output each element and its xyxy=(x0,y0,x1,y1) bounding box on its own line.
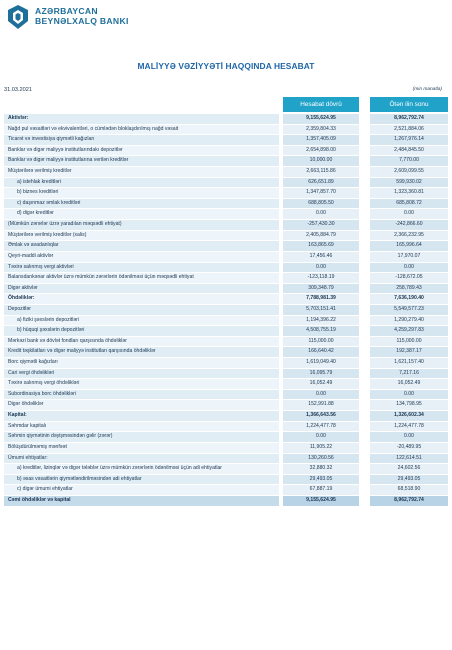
row-label: Müştərilərə verilmiş kreditlər xyxy=(4,167,279,178)
row-spacer xyxy=(359,209,370,220)
row-spacer xyxy=(359,389,370,400)
table-row xyxy=(4,495,448,506)
balance-sheet-table xyxy=(4,114,448,507)
row-value-current: 4,508,755.19 xyxy=(283,326,359,337)
row-spacer xyxy=(359,368,370,379)
row-value-current: 17,456.46 xyxy=(283,251,359,262)
row-value-previous: 2,521,884.06 xyxy=(370,124,448,135)
table-row xyxy=(4,432,448,443)
table-row xyxy=(4,283,448,294)
table-row xyxy=(4,358,448,369)
balance-sheet-rows xyxy=(4,114,448,506)
table-row xyxy=(4,315,448,326)
row-value-previous: 5,549,577.23 xyxy=(370,304,448,315)
row-value-previous: 0.00 xyxy=(370,432,448,443)
row-spacer xyxy=(359,326,370,337)
row-label: Banklar və digər maliyyə institutlarındakı depozitlər xyxy=(4,145,279,156)
table-row xyxy=(4,485,448,496)
row-spacer xyxy=(359,347,370,358)
row-value-current: 1,366,643.56 xyxy=(283,411,359,422)
row-spacer xyxy=(359,188,370,199)
row-value-current: 9,155,624.95 xyxy=(283,114,359,124)
row-label: Subordinasiya borc öhdəlikləri xyxy=(4,389,279,400)
table-row xyxy=(4,145,448,156)
row-value-previous: 7,636,190.40 xyxy=(370,294,448,305)
row-value-previous: 29,493.05 xyxy=(370,474,448,485)
row-value-current: 626,651.89 xyxy=(283,177,359,188)
row-label: Öhdəliklər: xyxy=(4,294,279,305)
row-label: Əmlak və avadanlıqlar xyxy=(4,241,279,252)
row-value-current: 130,260.56 xyxy=(283,453,359,464)
table-row xyxy=(4,198,448,209)
table-row xyxy=(4,389,448,400)
row-value-current: 1,357,405.09 xyxy=(283,135,359,146)
table-row xyxy=(4,400,448,411)
table-row xyxy=(4,262,448,273)
row-spacer xyxy=(359,114,370,124)
row-label: Səhmdar kapitalı xyxy=(4,421,279,432)
table-row xyxy=(4,336,448,347)
row-label: Cəmi öhdəliklər və kapital xyxy=(4,495,279,506)
row-spacer xyxy=(359,485,370,496)
row-label: Ümumi ehtiyatlar: xyxy=(4,453,279,464)
row-value-current: 16,052.49 xyxy=(283,379,359,390)
row-label: Borc qiymətli kağızları xyxy=(4,358,279,369)
row-value-current: 9,155,624.95 xyxy=(283,495,359,506)
row-label: d) digər kreditlər xyxy=(4,209,279,220)
row-value-previous: 1,621,157.40 xyxy=(370,358,448,369)
row-spacer xyxy=(359,411,370,422)
report-date: 31.03.2021 xyxy=(4,87,32,93)
table-row xyxy=(4,421,448,432)
report-title: MALİYYƏ VƏZİYYƏTİ HAQQINDA HESABAT xyxy=(137,61,315,71)
column-header-current: Hesabat dövrü xyxy=(283,97,359,112)
row-value-current: 2,654,898.00 xyxy=(283,145,359,156)
row-value-current: 7,788,981.39 xyxy=(283,294,359,305)
row-value-previous: 0.00 xyxy=(370,209,448,220)
table-row xyxy=(4,241,448,252)
row-label: Depozitlər xyxy=(4,304,279,315)
row-value-current: 16,095.79 xyxy=(283,368,359,379)
row-value-current: 115,000.00 xyxy=(283,336,359,347)
table-row xyxy=(4,251,448,262)
row-value-current: 1,194,396.22 xyxy=(283,315,359,326)
row-spacer xyxy=(359,379,370,390)
row-value-previous: 122,614.51 xyxy=(370,453,448,464)
row-value-current: -123,118.19 xyxy=(283,273,359,284)
row-label: Cari vergi öhdəlikləri xyxy=(4,368,279,379)
row-value-current: 0.00 xyxy=(283,262,359,273)
row-spacer xyxy=(359,251,370,262)
row-spacer xyxy=(359,230,370,241)
row-label: a) istehlak kreditləri xyxy=(4,177,279,188)
row-label: Ticarət və investisiya qiymətli kağızları xyxy=(4,135,279,146)
row-value-previous: 8,962,792.74 xyxy=(370,495,448,506)
row-label: a) kreditlər, lizinqlər və digər tələblər üzrə mümkün zərərlərin ödənilməsi üçün adi ehtiyatlar xyxy=(4,464,279,475)
row-value-previous: 0.00 xyxy=(370,262,448,273)
row-label: Digər aktivlər xyxy=(4,283,279,294)
row-spacer xyxy=(359,400,370,411)
table-row xyxy=(4,124,448,135)
table-row xyxy=(4,368,448,379)
row-value-current: 29,493.05 xyxy=(283,474,359,485)
row-spacer xyxy=(359,177,370,188)
row-value-previous: -128,672.05 xyxy=(370,273,448,284)
row-label: Bölüşdürülməmiş mənfəət xyxy=(4,442,279,453)
row-value-current: 10,000.00 xyxy=(283,156,359,167)
row-value-previous: 7,770.00 xyxy=(370,156,448,167)
row-value-previous: 8,962,792.74 xyxy=(370,114,448,124)
row-value-previous: 24,602.56 xyxy=(370,464,448,475)
row-value-current: 166,640.42 xyxy=(283,347,359,358)
table-row xyxy=(4,474,448,485)
row-spacer xyxy=(359,421,370,432)
row-value-previous: 1,326,602.34 xyxy=(370,411,448,422)
row-value-previous: 7,217.16 xyxy=(370,368,448,379)
row-label: Aktivlər: xyxy=(4,114,279,124)
row-spacer xyxy=(359,464,370,475)
row-value-previous: 192,387.17 xyxy=(370,347,448,358)
row-value-current: 0.00 xyxy=(283,389,359,400)
row-spacer xyxy=(359,315,370,326)
row-label: Nağd pul vəsaitləri və ekvivalentləri, o cümlədən bloklaşdırılmış nağd vəsait xyxy=(4,124,279,135)
bank-name xyxy=(35,6,129,26)
row-label: Digər öhdəliklər xyxy=(4,400,279,411)
row-value-current: 1,347,857.70 xyxy=(283,188,359,199)
table-row xyxy=(4,156,448,167)
row-spacer xyxy=(359,336,370,347)
row-spacer xyxy=(359,442,370,453)
bank-logo xyxy=(6,4,156,30)
row-spacer xyxy=(359,241,370,252)
bank-logo-icon xyxy=(6,4,30,30)
row-spacer xyxy=(359,167,370,178)
row-label: c) digər ümumi ehtiyatlar xyxy=(4,485,279,496)
row-value-previous: 4,259,297.83 xyxy=(370,326,448,337)
row-value-current: 2,663,115.86 xyxy=(283,167,359,178)
row-value-current: 163,865.69 xyxy=(283,241,359,252)
bank-name-line1: AZƏRBAYCAN xyxy=(35,6,98,16)
row-spacer xyxy=(359,262,370,273)
row-value-current: 11,905.22 xyxy=(283,442,359,453)
table-row xyxy=(4,294,448,305)
row-label: Qeyri-maddi aktivlər xyxy=(4,251,279,262)
row-label: c) daşınmaz əmlak kreditləri xyxy=(4,198,279,209)
row-value-current: 1,619,049.40 xyxy=(283,358,359,369)
table-row xyxy=(4,304,448,315)
row-value-previous: 115,000.00 xyxy=(370,336,448,347)
table-row xyxy=(4,379,448,390)
row-value-previous: 258,789.43 xyxy=(370,283,448,294)
table-row xyxy=(4,464,448,475)
row-value-previous: 2,609,099.55 xyxy=(370,167,448,178)
row-value-previous: 2,484,845.50 xyxy=(370,145,448,156)
table-row xyxy=(4,167,448,178)
table-row xyxy=(4,442,448,453)
row-spacer xyxy=(359,294,370,305)
row-spacer xyxy=(359,145,370,156)
row-label: b) hüquqi şəxslərin depozitləri xyxy=(4,326,279,337)
row-value-current: 0.00 xyxy=(283,432,359,443)
row-value-previous: 134,798.95 xyxy=(370,400,448,411)
row-spacer xyxy=(359,358,370,369)
row-spacer xyxy=(359,453,370,464)
row-value-previous: -242,866.60 xyxy=(370,220,448,231)
row-spacer xyxy=(359,135,370,146)
row-value-current: 2,359,804.33 xyxy=(283,124,359,135)
row-value-previous: -20,489.95 xyxy=(370,442,448,453)
row-spacer xyxy=(359,124,370,135)
row-label: (Mümkün zərərlər üzrə yaradılan məqsədli ehtiyat) xyxy=(4,220,279,231)
row-label: a) fiziki şəxslərin depozitləri xyxy=(4,315,279,326)
row-value-current: 1,224,477.78 xyxy=(283,421,359,432)
table-row xyxy=(4,453,448,464)
row-spacer xyxy=(359,283,370,294)
row-value-current: 2,405,884.79 xyxy=(283,230,359,241)
row-label: Balansdankənar aktivlər üzrə mümkün zərərlərin ödənilməsi üçün məqsədli ehtiyat xyxy=(4,273,279,284)
row-label: Mərkəzi bank və dövlət fondları qarşısında öhdəliklər xyxy=(4,336,279,347)
row-label: Təxirə salınmış vergi aktivləri xyxy=(4,262,279,273)
row-label: Müştərilərə verilmiş kreditlər (xalis) xyxy=(4,230,279,241)
row-value-previous: 68,518.90 xyxy=(370,485,448,496)
table-row xyxy=(4,347,448,358)
row-value-previous: 599,930.02 xyxy=(370,177,448,188)
row-value-previous: 1,290,279.40 xyxy=(370,315,448,326)
row-spacer xyxy=(359,432,370,443)
row-label: Banklar və digər maliyyə institutlarına verilən kreditlər xyxy=(4,156,279,167)
report-unit: (min manatla) xyxy=(412,87,442,92)
row-value-current: 309,348.79 xyxy=(283,283,359,294)
row-value-previous: 1,224,477.78 xyxy=(370,421,448,432)
row-value-previous: 1,267,976.14 xyxy=(370,135,448,146)
row-value-current: 0.00 xyxy=(283,209,359,220)
row-value-current: 5,703,151.41 xyxy=(283,304,359,315)
row-value-previous: 16,052.49 xyxy=(370,379,448,390)
table-row xyxy=(4,135,448,146)
table-row xyxy=(4,230,448,241)
row-spacer xyxy=(359,304,370,315)
table-row xyxy=(4,114,448,124)
row-label: Kapital: xyxy=(4,411,279,422)
table-row xyxy=(4,177,448,188)
table-row xyxy=(4,273,448,284)
table-row xyxy=(4,220,448,231)
table-row xyxy=(4,326,448,337)
row-value-current: 32,880.32 xyxy=(283,464,359,475)
row-value-previous: 1,323,360.81 xyxy=(370,188,448,199)
row-value-previous: 17,970.07 xyxy=(370,251,448,262)
row-spacer xyxy=(359,474,370,485)
row-label: Təxirə salınmış vergi öhdəlikləri xyxy=(4,379,279,390)
column-header-previous: Ötən ilin sonu xyxy=(370,97,448,112)
row-value-current: 152,991.88 xyxy=(283,400,359,411)
row-value-previous: 2,366,232.95 xyxy=(370,230,448,241)
table-row xyxy=(4,188,448,199)
table-row xyxy=(4,411,448,422)
row-value-current: 67,887.19 xyxy=(283,485,359,496)
row-label: Kredit təşkilatları və digər maliyyə institutları qarşısında öhdəliklər xyxy=(4,347,279,358)
bank-name-line2: BEYNƏLXALQ BANKI xyxy=(35,16,129,26)
row-value-current: -257,430.30 xyxy=(283,220,359,231)
row-value-current: 688,805.50 xyxy=(283,198,359,209)
row-value-previous: 165,996.64 xyxy=(370,241,448,252)
row-spacer xyxy=(359,220,370,231)
row-spacer xyxy=(359,495,370,506)
row-label: Səhmin qiymətinin dəyişməsindən gəlir (zərər) xyxy=(4,432,279,443)
row-spacer xyxy=(359,273,370,284)
row-label: b) əsas vəsaitlərin qiymətləndirilməsindən adi ehtiyatlar xyxy=(4,474,279,485)
row-spacer xyxy=(359,156,370,167)
row-value-previous: 685,808.72 xyxy=(370,198,448,209)
row-spacer xyxy=(359,198,370,209)
row-label: b) biznes kreditləri xyxy=(4,188,279,199)
row-value-previous: 0.00 xyxy=(370,389,448,400)
table-row xyxy=(4,209,448,220)
